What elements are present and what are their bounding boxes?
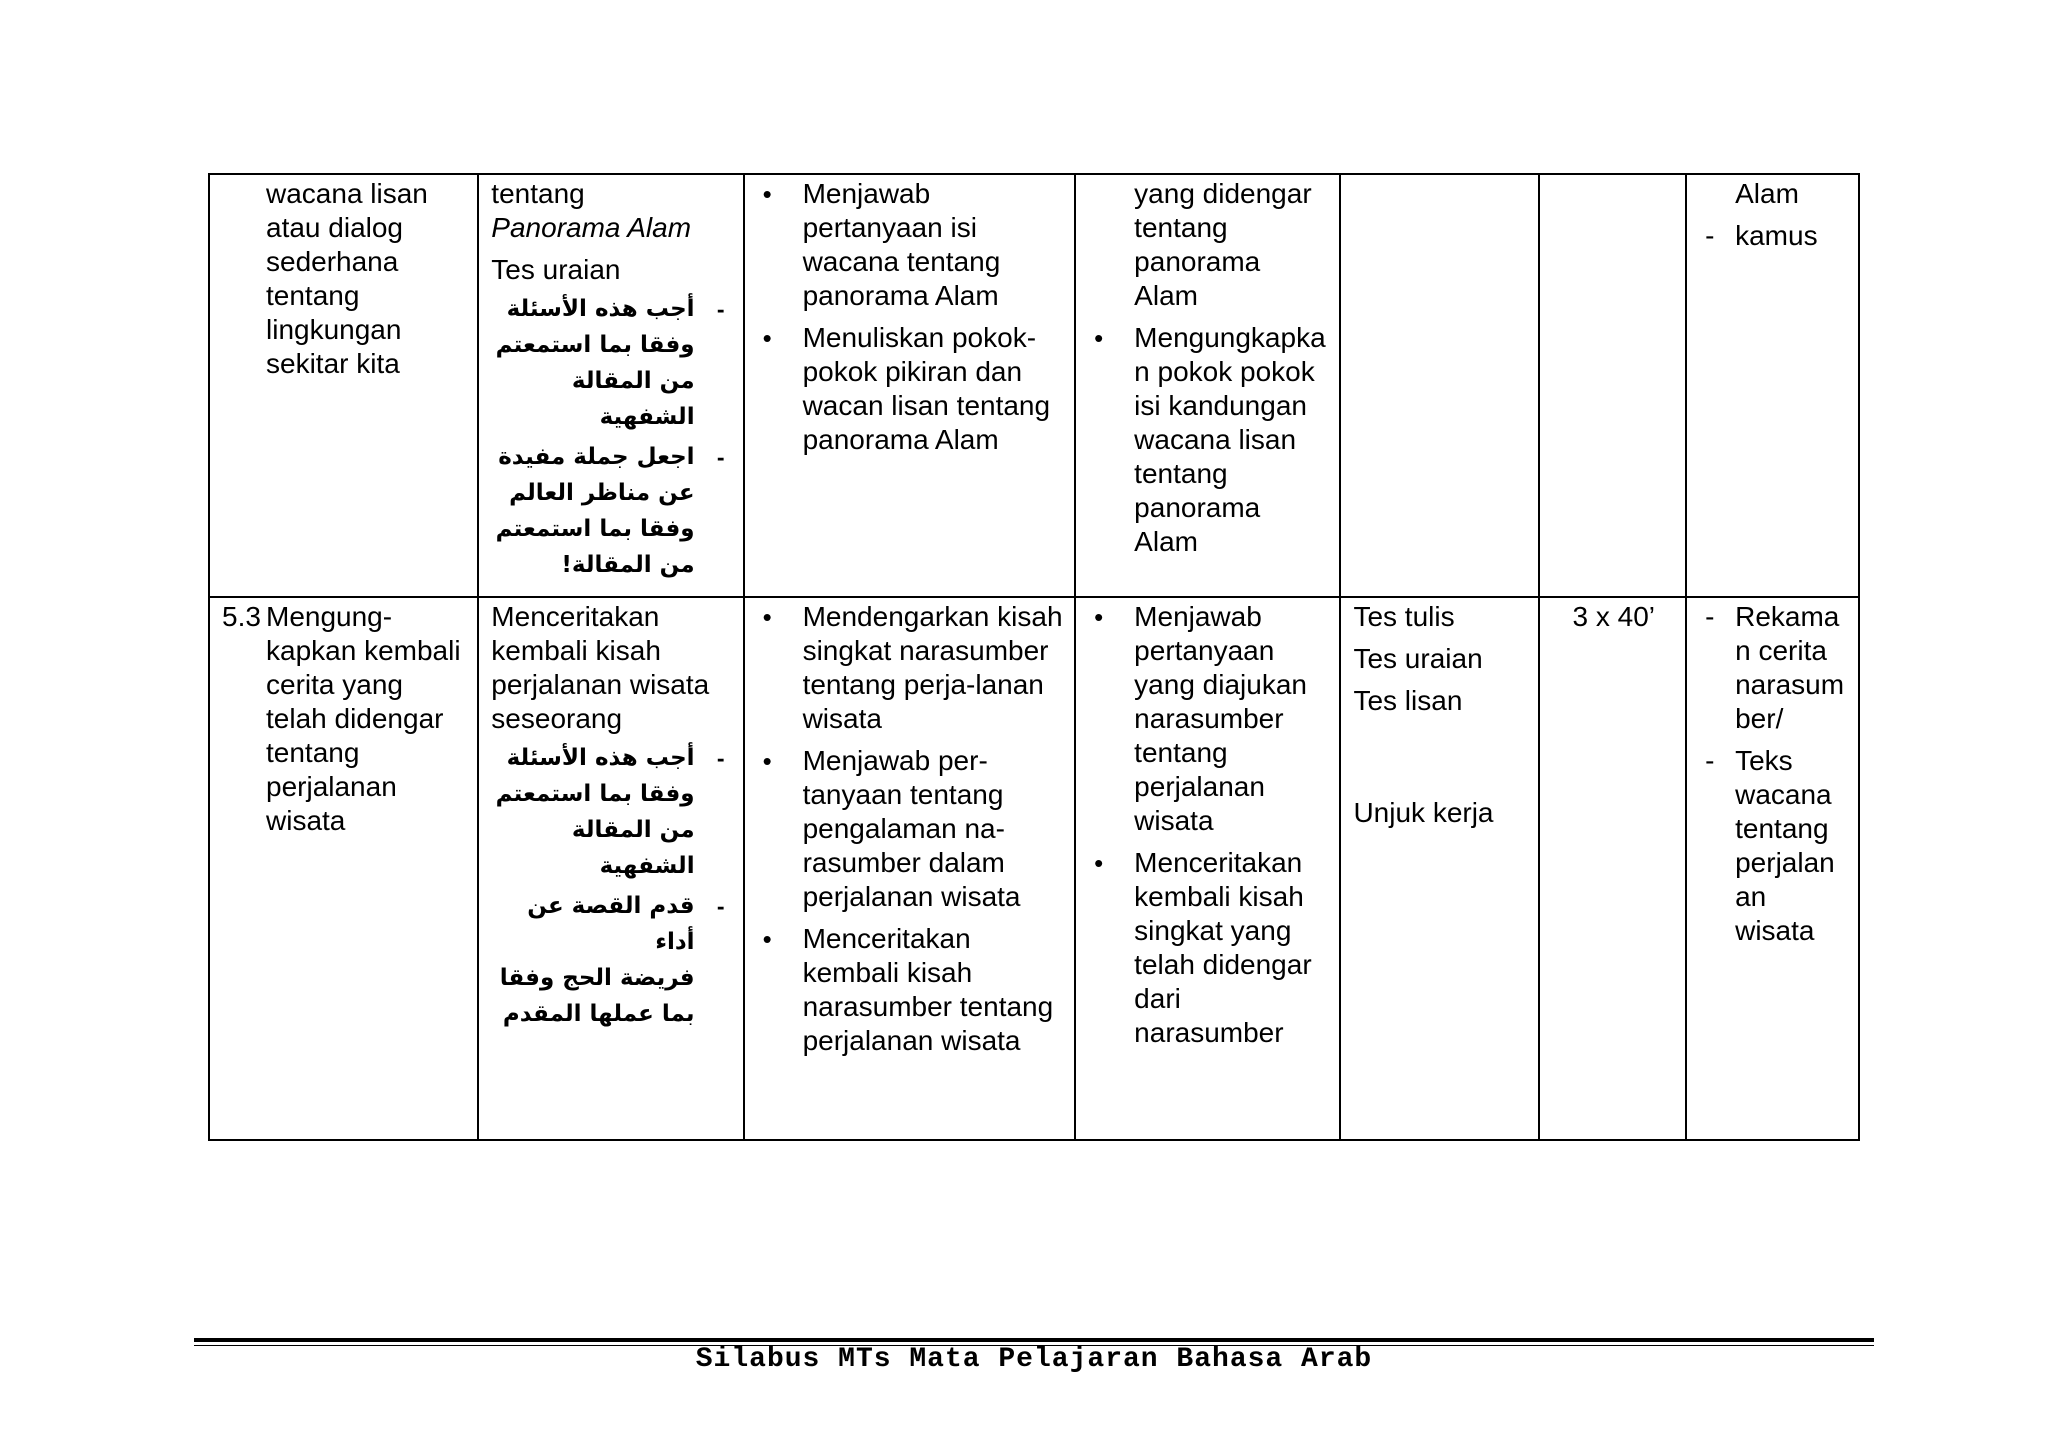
activity-list bbox=[757, 600, 1065, 1058]
material-topic: Panorama Alam bbox=[491, 212, 692, 243]
material-cell bbox=[478, 174, 743, 597]
material-cell bbox=[478, 597, 743, 1140]
resources-cell bbox=[1686, 597, 1859, 1140]
competency-cell bbox=[209, 174, 478, 597]
test-type: Tes uraian bbox=[491, 254, 621, 285]
time-cell bbox=[1539, 597, 1686, 1140]
assessment-cell bbox=[1340, 174, 1539, 597]
list-item: • Mengungkapkan pokok pokok isi kandungan wacana lisan tentang panorama Alam bbox=[1088, 321, 1329, 559]
list-item: Tes tulis bbox=[1353, 601, 1455, 632]
resources-cell bbox=[1686, 174, 1859, 597]
material-text: tentang bbox=[491, 178, 585, 209]
list-item: • Menjawab pertanyaan isi wacana tentang panorama Alam bbox=[757, 177, 1065, 313]
arabic-questions bbox=[491, 740, 732, 1032]
list-item: Unjuk kerja bbox=[1353, 797, 1494, 828]
list-item: • Menjawab pertanyaan yang diajukan narasumber tentang perjalanan wisata bbox=[1088, 600, 1329, 838]
page-footer: Silabus MTs Mata Pelajaran Bahasa Arab bbox=[695, 1344, 1373, 1375]
arabic-item: - قدم القصة عن أداء فريضة الحج وفقا بما عملها المقدم bbox=[491, 888, 724, 1032]
list-item: Tes uraian bbox=[1353, 643, 1483, 674]
time-cell bbox=[1539, 174, 1686, 597]
arabic-item: - أجب هذه الأسئلة وفقا بما استمعتم من المقالة الشفهية bbox=[491, 740, 724, 884]
footer-rule bbox=[194, 1338, 1874, 1342]
arabic-questions bbox=[491, 291, 732, 583]
arabic-item: - أجب هذه الأسئلة وفقا بما استمعتم من المقالة الشفهية bbox=[491, 291, 724, 435]
time-allocation: 3 x 40’ bbox=[1572, 601, 1655, 632]
indicator-list bbox=[1088, 600, 1329, 1050]
learning-activity-cell bbox=[744, 597, 1076, 1140]
indicator-list bbox=[1088, 321, 1329, 559]
list-item: Tes lisan bbox=[1353, 685, 1463, 716]
list-item: • Mendengarkan kisah singkat narasumber tentang perja-lanan wisata bbox=[757, 600, 1065, 736]
list-item: • Menceritakan kembali kisah singkat yang telah didengar dari narasumber bbox=[1088, 846, 1329, 1050]
material-text: Menceritakan kembali kisah perjalanan wisata seseorang bbox=[491, 601, 710, 734]
list-item: - Rekaman cerita narasumber/ bbox=[1699, 600, 1848, 736]
learning-activity-cell bbox=[744, 174, 1076, 597]
list-item: - Teks wacana tentang perjalanan wisata bbox=[1699, 744, 1848, 948]
syllabus-table bbox=[208, 173, 1860, 1141]
resources-list bbox=[1699, 219, 1848, 253]
list-item: - kamus bbox=[1699, 219, 1848, 253]
indicator-cell bbox=[1075, 597, 1340, 1140]
indicator-lead: yang didengar tentang panorama Alam bbox=[1134, 178, 1312, 311]
list-item: • Menceritakan kembali kisah narasumber tentang perjalanan wisata bbox=[757, 922, 1065, 1058]
assessment-cell bbox=[1340, 597, 1539, 1140]
resources-list bbox=[1699, 600, 1848, 948]
assessment-list bbox=[1353, 600, 1528, 830]
list-item: • Menjawab per-tanyaan tentang pengalaman na-rasumber dalam perjalanan wisata bbox=[757, 744, 1065, 914]
table-row bbox=[209, 597, 1859, 1140]
list-item: • Menuliskan pokok-pokok pikiran dan wacan lisan tentang panorama Alam bbox=[757, 321, 1065, 457]
resources-lead: Alam bbox=[1735, 178, 1799, 209]
arabic-item: - اجعل جملة مفيدة عن مناظر العالم وفقا بما استمعتم من المقالة! bbox=[491, 439, 724, 583]
indicator-cell bbox=[1075, 174, 1340, 597]
competency-text: wacana lisan atau dialog sederhana tentang lingkungan sekitar kita bbox=[266, 178, 428, 379]
competency-number: 5.3 bbox=[222, 601, 261, 632]
activity-list bbox=[757, 177, 1065, 457]
competency-entry bbox=[222, 600, 467, 838]
competency-cell bbox=[209, 597, 478, 1140]
competency-text: Mengung-kapkan kembali cerita yang telah didengar tentang perjalanan wisata bbox=[266, 601, 461, 836]
table-row bbox=[209, 174, 1859, 597]
